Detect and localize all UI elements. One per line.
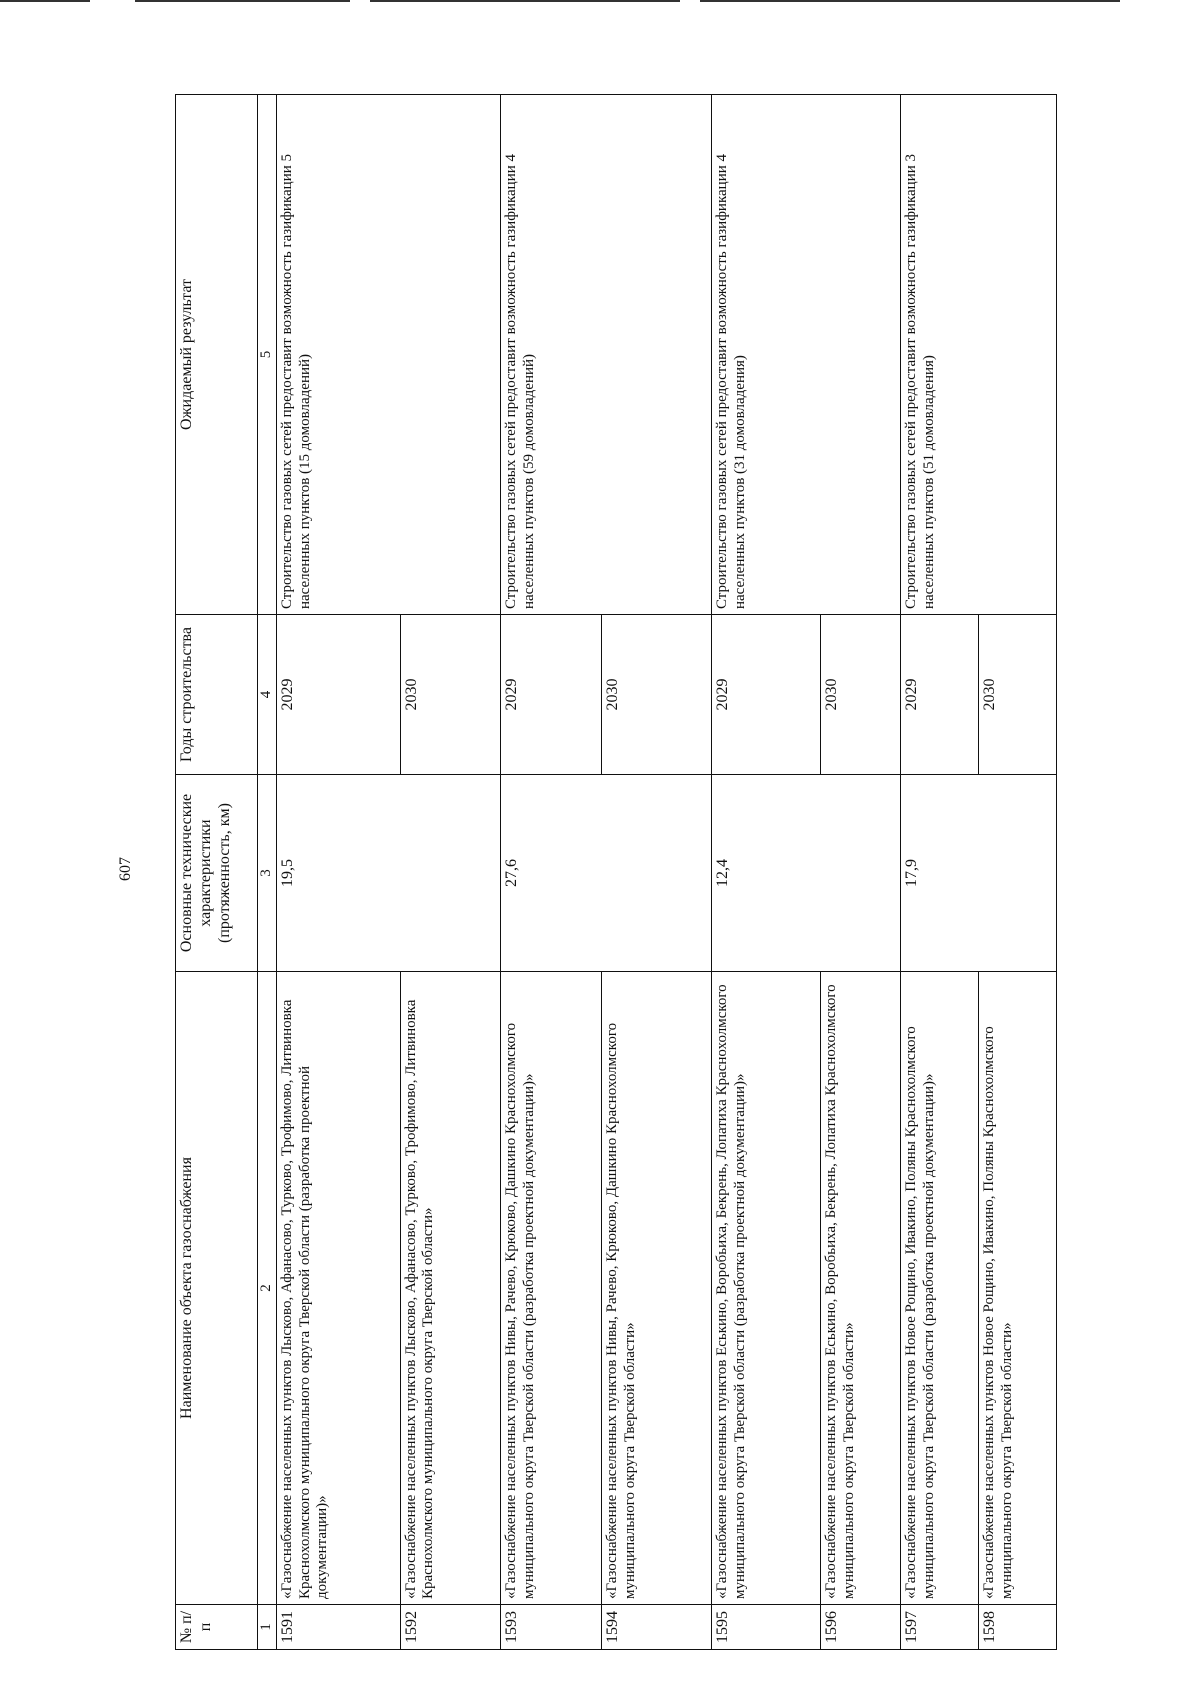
header-result: Ожидаемый результат — [176, 95, 258, 615]
expected-result: Строительство газовых сетей предоставит возможность газификации 5 населенных пунктов (15 домовладений) — [277, 95, 501, 615]
header-row — [176, 95, 258, 1650]
row-number: 1597 — [901, 1605, 979, 1650]
construction-year: 2030 — [979, 615, 1057, 775]
row-number: 1595 — [712, 1605, 821, 1650]
length-km: 17,9 — [901, 775, 1057, 972]
row-number: 1598 — [979, 1605, 1057, 1650]
table-row — [712, 95, 821, 1650]
length-km: 27,6 — [501, 775, 712, 972]
header-characteristics: Основные технические характеристики (протяженность, км) — [176, 775, 258, 972]
object-name: «Газоснабжение населенных пунктов Новое Рощино, Ивакино, Поляны Краснохолмского муниципального округа Тверской области» — [979, 972, 1057, 1605]
scan-edge-line — [370, 0, 680, 2]
expected-result: Строительство газовых сетей предоставит возможность газификации 4 населенных пунктов (59 домовладений) — [501, 95, 712, 615]
scan-edge-line — [0, 0, 90, 2]
row-number: 1596 — [821, 1605, 901, 1650]
construction-year: 2029 — [712, 615, 821, 775]
object-name: «Газоснабжение населенных пунктов Еськино, Воробьиха, Бекрень, Лопатиха Краснохолмского муниципального округа Тверской области» — [821, 972, 901, 1605]
column-number: 3 — [258, 775, 277, 972]
construction-year: 2029 — [901, 615, 979, 775]
row-number: 1591 — [277, 1605, 401, 1650]
row-number: 1594 — [602, 1605, 712, 1650]
object-name: «Газоснабжение населенных пунктов Нивы, Рачево, Крюково, Дашкино Краснохолмского муниципального округа Тверской области (разработка проектной документации)» — [501, 972, 602, 1605]
object-name: «Газоснабжение населенных пунктов Лысково, Афанасово, Турково, Трофимово, Литвиновка Краснохолмского муниципального округа Тверской области» — [400, 972, 501, 1605]
scan-edge-line — [700, 0, 1120, 2]
header-years: Годы строительства — [176, 615, 258, 775]
construction-year: 2029 — [501, 615, 602, 775]
length-km: 19,5 — [277, 775, 501, 972]
header-name: Наименование объекта газоснабжения — [176, 972, 258, 1605]
column-number: 1 — [258, 1605, 277, 1650]
rotated-table-container — [175, 95, 1057, 1650]
length-km: 12,4 — [712, 775, 901, 972]
header-num: № п/п — [176, 1605, 258, 1650]
object-name: «Газоснабжение населенных пунктов Еськино, Воробьиха, Бекрень, Лопатиха Краснохолмского муниципального округа Тверской области (разработка проектной документации)» — [712, 972, 821, 1605]
expected-result: Строительство газовых сетей предоставит возможность газификации 4 населенных пунктов (31 домовладения) — [712, 95, 901, 615]
expected-result: Строительство газовых сетей предоставит возможность газификации 3 населенных пунктов (51 домовладения) — [901, 95, 1057, 615]
construction-year: 2030 — [821, 615, 901, 775]
column-number: 4 — [258, 615, 277, 775]
object-name: «Газоснабжение населенных пунктов Лысково, Афанасово, Турково, Трофимово, Литвиновка Краснохолмского муниципального округа Тверской области (разработка проектной документации)» — [277, 972, 401, 1605]
row-number: 1592 — [400, 1605, 501, 1650]
column-number-row — [258, 95, 277, 1650]
column-number: 5 — [258, 95, 277, 615]
scan-edge-line — [135, 0, 350, 2]
table-row — [901, 95, 979, 1650]
table-row — [277, 95, 401, 1650]
object-name: «Газоснабжение населенных пунктов Новое Рощино, Ивакино, Поляны Краснохолмского муниципального округа Тверской области (разработка проектной документации)» — [901, 972, 979, 1605]
row-number: 1593 — [501, 1605, 602, 1650]
construction-year: 2029 — [277, 615, 401, 775]
construction-year: 2030 — [602, 615, 712, 775]
page-number: 607 — [117, 857, 134, 881]
table-row — [501, 95, 602, 1650]
object-name: «Газоснабжение населенных пунктов Нивы, Рачево, Крюково, Дашкино Краснохолмского муниципального округа Тверской области» — [602, 972, 712, 1605]
construction-year: 2030 — [400, 615, 501, 775]
gas-supply-table — [175, 94, 1057, 1650]
column-number: 2 — [258, 972, 277, 1605]
